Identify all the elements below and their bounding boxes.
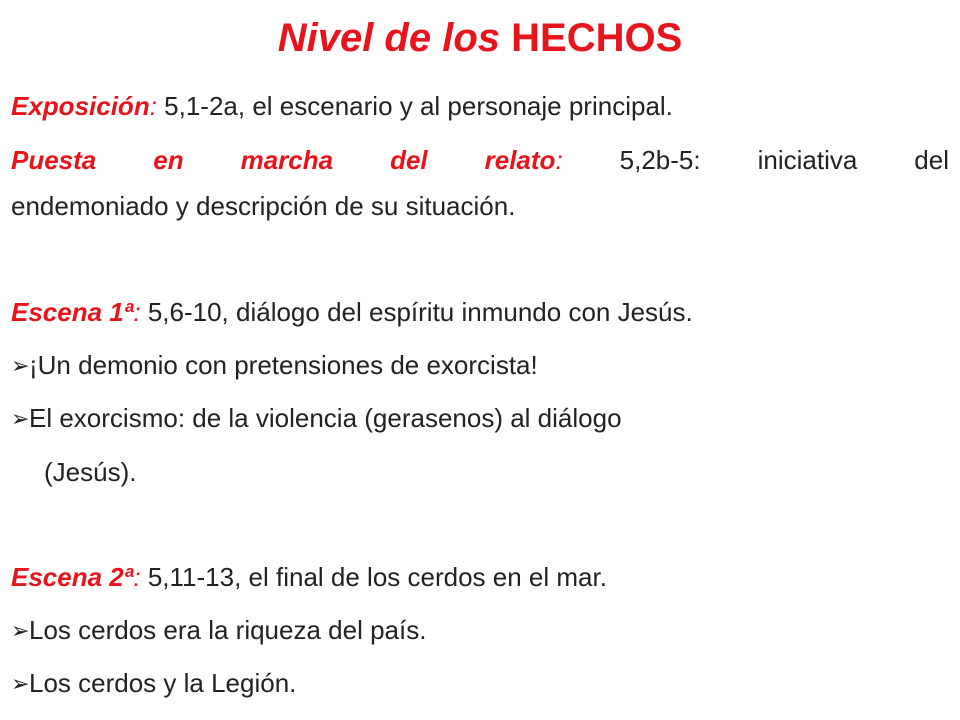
escena1-label: Escena 1ª [11,297,134,327]
escena2-bullet-1 [11,614,949,647]
puesta-line-1 [11,144,949,176]
puesta-line-2 [11,190,949,222]
title-part2: HECHOS [511,16,683,60]
escena2-text: 5,11-13, el final de los cerdos en el mar. [140,562,607,592]
puesta-text-1: 5,2b-5: iniciativa del [562,145,949,175]
escena2-bullet-2-text: Los cerdos y la Legión. [29,668,297,698]
exposicion-sep: : [149,91,157,121]
escena1-bullet-1 [11,349,949,382]
escena1-line [11,296,949,328]
exposicion-label: Exposición [11,91,150,121]
slide-title [0,14,960,62]
arrowhead-bullet-icon: ➢ [11,618,30,643]
arrowhead-bullet-icon: ➢ [11,353,30,378]
escena2-line [11,561,949,593]
title-part1: Nivel de los [277,16,501,60]
exposicion-text: 5,1-2a, el escenario y al personaje principal. [156,91,673,121]
escena1-bullet-2-text: El exorcismo: de la violencia (gerasenos) al diálogo [29,403,622,433]
escena2-bullet-2 [11,667,949,700]
escena1-bullet-1-text: ¡Un demonio con pretensiones de exorcista! [29,350,538,380]
escena1-text: 5,6-10, diálogo del espíritu inmundo con Jesús. [140,297,693,327]
puesta-sep: : [555,145,563,175]
escena2-label: Escena 2ª [11,562,134,592]
puesta-label: Puesta en marcha del relato [11,145,556,175]
escena2-bullet-1-text: Los cerdos era la riqueza del país. [29,615,427,645]
arrowhead-bullet-icon: ➢ [11,406,30,431]
arrowhead-bullet-icon: ➢ [11,671,30,696]
escena1-bullet-2 [11,402,949,435]
escena1-sep: : [133,297,141,327]
escena2-sep: : [133,562,141,592]
puesta-text-2: endemoniado y descripción de su situación. [11,191,516,221]
escena1-continuation [44,456,944,488]
escena1-continuation-text: (Jesús). [44,457,137,487]
exposicion-line [11,90,949,122]
